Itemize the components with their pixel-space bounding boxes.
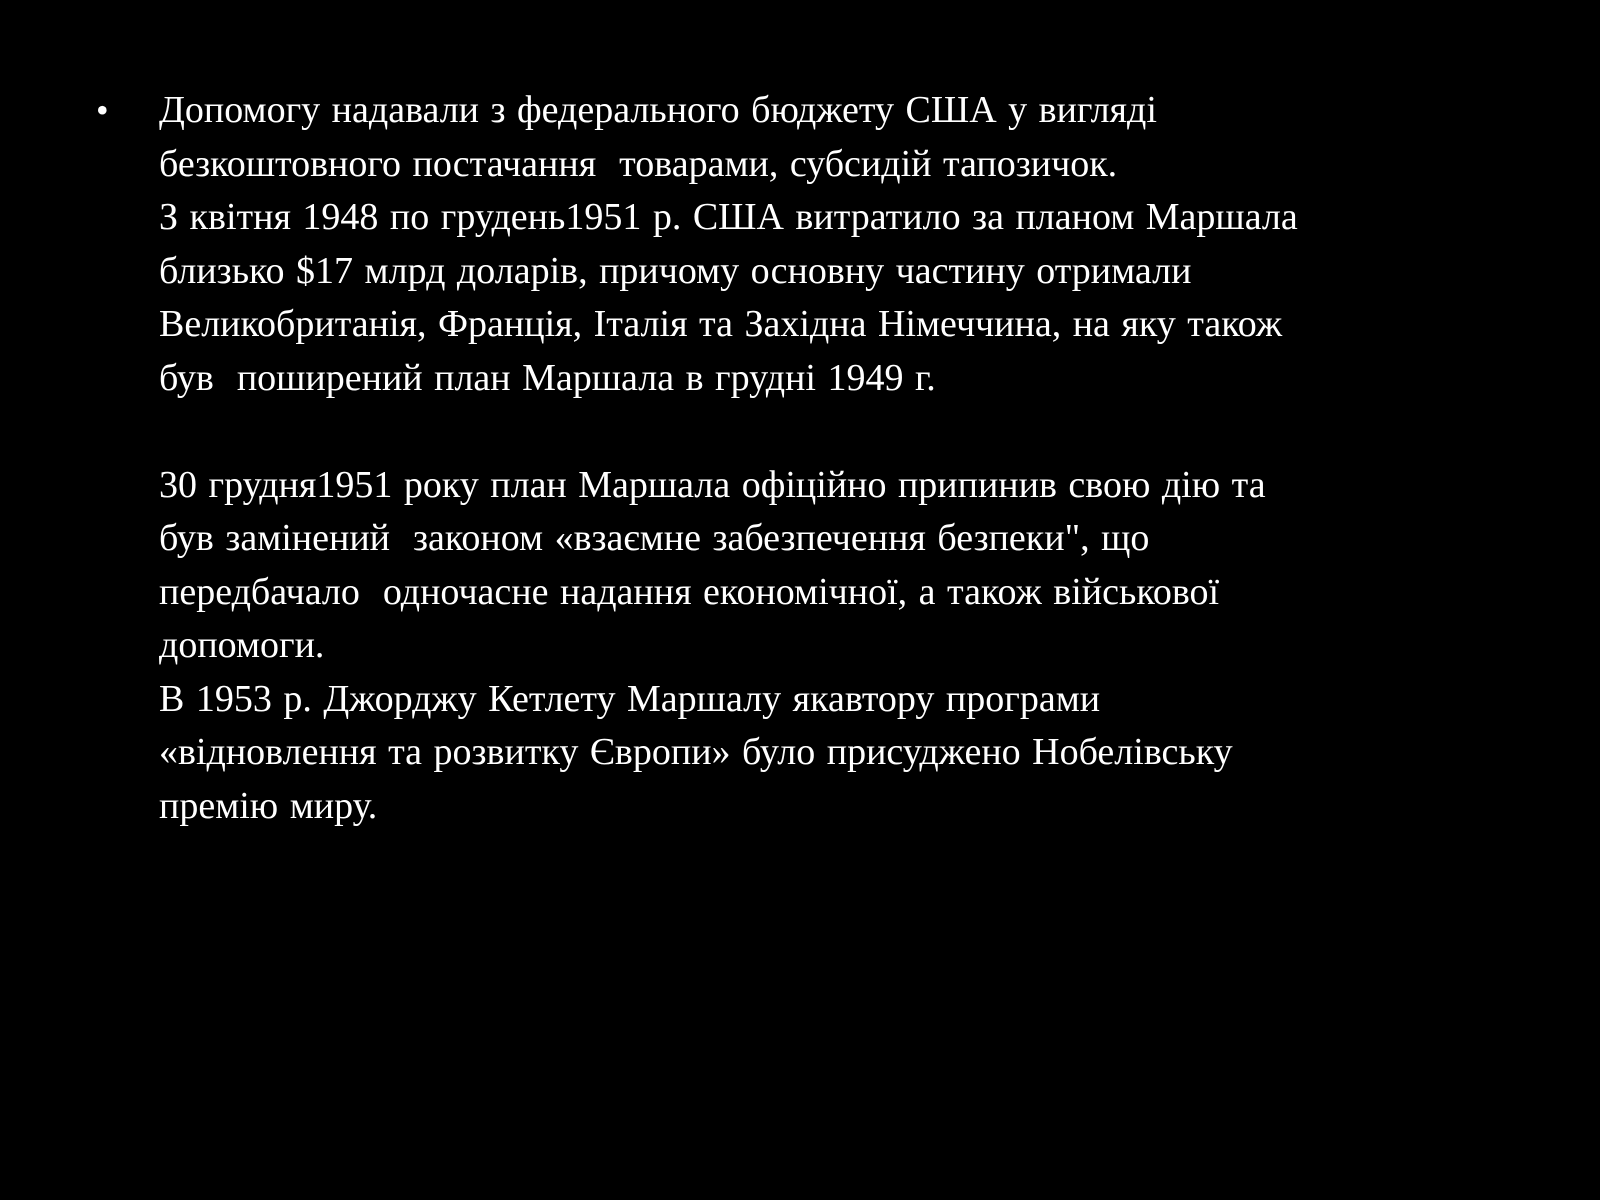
text-line: був замінений законом «взаємне забезпечення безпеки", що	[159, 517, 1150, 559]
text-line: В 1953 р. Джорджу Кетлету Маршалу якавтору програми	[159, 677, 1101, 720]
slide-body-text	[159, 84, 1559, 833]
text-line: близько $17 млрд доларів, причому основну частину отримали	[159, 249, 1192, 292]
text-line: З квітня 1948 по грудень1951 р. США витратило за планом Маршала	[159, 196, 1298, 238]
text-line: Допомогу надавали з федерального бюджету США у вигляді	[159, 89, 1157, 131]
text-line: 30 грудня1951 року план Маршала офіційно припинив свою дію та	[159, 463, 1266, 506]
text-line: безкоштовного постачання товарами, субсидій тапозичок.	[159, 142, 1118, 185]
text-line: допомоги.	[159, 624, 325, 666]
blank-line	[159, 405, 1559, 459]
text-line: був поширений план Маршала в грудні 1949 г.	[159, 356, 936, 399]
text-line: Великобританія, Франція, Італія та Західна Німеччина, на яку також	[159, 303, 1283, 345]
text-line: «відновлення та розвитку Європи» було присуджено Нобелівську	[159, 731, 1233, 773]
text-line: передбачало одночасне надання економічної, а також військової	[159, 570, 1220, 613]
text-line: премію миру.	[159, 784, 378, 827]
bullet-point: •	[96, 90, 109, 130]
